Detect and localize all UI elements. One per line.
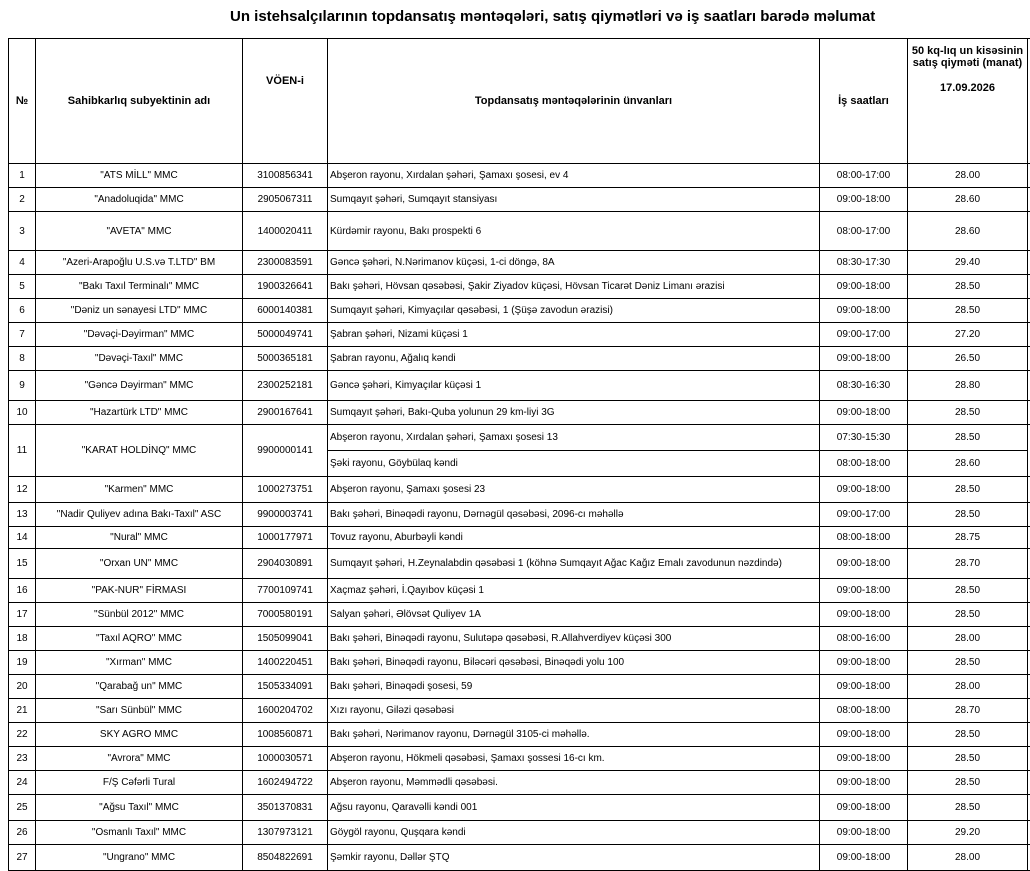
row-name: "Karmen" MMC (36, 477, 243, 503)
row-price: 28.50 (908, 401, 1028, 425)
row-price: 28.50 (908, 771, 1028, 795)
row-address: Abşeron rayonu, Xırdalan şəhəri, Şamaxı şosesi 13 (328, 425, 820, 451)
row-name: "Orxan UN" MMC (36, 549, 243, 579)
row-address: Bakı şəhəri, Binəqədi rayonu, Biləcəri qəsəbəsi, Binəqədi yolu 100 (328, 651, 820, 675)
table-row (9, 675, 1030, 699)
row-name: "Hazartürk LTD" MMC (36, 401, 243, 425)
row-name: "Anadoluqida" MMC (36, 188, 243, 212)
row-no: 11 (9, 425, 36, 477)
row-name: "Gəncə Dəyirman" MMC (36, 371, 243, 401)
row-voen: 1307973121 (243, 821, 328, 845)
row-voen: 1400220451 (243, 651, 328, 675)
row-voen: 1008560871 (243, 723, 328, 747)
row-name: "Osmanlı Taxıl" MMC (36, 821, 243, 845)
row-address: Şabran şəhəri, Nizami küçəsi 1 (328, 323, 820, 347)
row-hours: 09:00-17:00 (820, 503, 908, 527)
row-voen: 9900000141 (243, 425, 328, 477)
row-address: Bakı şəhəri, Binəqədi şosesi, 59 (328, 675, 820, 699)
row-price: 28.50 (908, 477, 1028, 503)
row-no: 15 (9, 549, 36, 579)
row-no: 22 (9, 723, 36, 747)
row-address: Abşeron rayonu, Hökmeli qəsəbəsi, Şamaxı şossesi 16-cı km. (328, 747, 820, 771)
row-voen: 7700109741 (243, 579, 328, 603)
row-address: Kürdəmir rayonu, Bakı prospekti 6 (328, 212, 820, 251)
row-no: 18 (9, 627, 36, 651)
row-hours: 08:00-18:00 (820, 699, 908, 723)
row-hours: 09:00-18:00 (820, 795, 908, 821)
header-name: Sahibkarlıq subyektinin adı (36, 39, 243, 164)
row-price: 28.50 (908, 579, 1028, 603)
row-name: "Nural" MMC (36, 527, 243, 549)
row-hours: 07:30-15:30 (820, 425, 908, 451)
row-name: "Dəniz un sənayesi LTD" MMC (36, 299, 243, 323)
row-voen: 1000177971 (243, 527, 328, 549)
row-voen: 2904030891 (243, 549, 328, 579)
table-row (9, 771, 1030, 795)
row-price: 26.50 (908, 347, 1028, 371)
row-price: 28.60 (908, 451, 1028, 477)
row-name: "Qarabağ un" MMC (36, 675, 243, 699)
table-row (9, 723, 1030, 747)
row-price: 28.75 (908, 527, 1028, 549)
table-row (9, 795, 1030, 821)
row-price: 28.60 (908, 188, 1028, 212)
row-voen: 5000365181 (243, 347, 328, 371)
row-hours: 09:00-18:00 (820, 771, 908, 795)
row-no: 27 (9, 845, 36, 871)
row-no: 19 (9, 651, 36, 675)
row-hours: 09:00-18:00 (820, 845, 908, 871)
row-address: Tovuz rayonu, Aburbəyli kəndi (328, 527, 820, 549)
row-voen: 1000030571 (243, 747, 328, 771)
row-name: "Sünbül 2012" MMC (36, 603, 243, 627)
table-row (9, 821, 1030, 845)
row-name: F/Ş Cəfərli Tural (36, 771, 243, 795)
row-address: Bakı şəhəri, Binəqədi rayonu, Dərnəgül qəsəbəsi, 2096-cı məhəllə (328, 503, 820, 527)
row-price: 28.70 (908, 549, 1028, 579)
row-no: 10 (9, 401, 36, 425)
row-voen: 7000580191 (243, 603, 328, 627)
table-row (9, 188, 1030, 212)
row-no: 13 (9, 503, 36, 527)
row-voen: 3100856341 (243, 164, 328, 188)
row-price: 28.00 (908, 627, 1028, 651)
table-row (9, 603, 1030, 627)
header-hours: İş saatları (820, 39, 908, 164)
row-name: "Ağsu Taxıl" MMC (36, 795, 243, 821)
row-no: 14 (9, 527, 36, 549)
row-name: "Azeri-Arapoğlu U.S.və T.LTD" BM (36, 251, 243, 275)
row-price: 28.50 (908, 747, 1028, 771)
row-hours: 09:00-18:00 (820, 401, 908, 425)
row-address: Sumqayıt şəhəri, Kimyaçılar qəsəbəsi, 1 (Şüşə zavodun ərazisi) (328, 299, 820, 323)
row-hours: 09:00-18:00 (820, 651, 908, 675)
table-row (9, 401, 1030, 425)
row-price: 28.00 (908, 675, 1028, 699)
row-name: "Taxıl AQRO" MMC (36, 627, 243, 651)
row-voen: 9900003741 (243, 503, 328, 527)
row-hours: 08:30-16:30 (820, 371, 908, 401)
row-price: 29.20 (908, 821, 1028, 845)
row-hours: 08:00-17:00 (820, 164, 908, 188)
header-date: 17.09.2026 (910, 82, 1025, 94)
row-voen: 1000273751 (243, 477, 328, 503)
row-hours: 09:00-18:00 (820, 299, 908, 323)
table-row (9, 747, 1030, 771)
row-name: "KARAT HOLDİNQ" MMC (36, 425, 243, 477)
row-no: 26 (9, 821, 36, 845)
table-row (9, 627, 1030, 651)
table-row (9, 299, 1030, 323)
row-no: 16 (9, 579, 36, 603)
table-row (9, 251, 1030, 275)
row-price: 29.40 (908, 251, 1028, 275)
row-address: Salyan şəhəri, Əlövsət Quliyev 1A (328, 603, 820, 627)
row-price: 28.50 (908, 603, 1028, 627)
row-address: Ağsu rayonu, Qaravəlli kəndi 001 (328, 795, 820, 821)
row-name: "ATS MİLL" MMC (36, 164, 243, 188)
row-no: 24 (9, 771, 36, 795)
row-voen: 5000049741 (243, 323, 328, 347)
row-voen: 2900167641 (243, 401, 328, 425)
row-voen: 2300083591 (243, 251, 328, 275)
row-no: 23 (9, 747, 36, 771)
row-address: Xızı rayonu, Giləzi qəsəbəsi (328, 699, 820, 723)
row-voen: 2905067311 (243, 188, 328, 212)
row-voen: 1600204702 (243, 699, 328, 723)
row-price: 28.50 (908, 275, 1028, 299)
row-price: 28.80 (908, 371, 1028, 401)
row-address: Xaçmaz şəhəri, İ.Qayıbov küçəsi 1 (328, 579, 820, 603)
row-voen: 6000140381 (243, 299, 328, 323)
row-address: Şabran rayonu, Ağalıq kəndi (328, 347, 820, 371)
row-name: SKY AGRO MMC (36, 723, 243, 747)
table-row (9, 347, 1030, 371)
row-hours: 09:00-18:00 (820, 747, 908, 771)
row-name: "Dəvəçi-Taxıl" MMC (36, 347, 243, 371)
producers-table (8, 38, 1030, 871)
row-address: Bakı şəhəri, Nərimanov rayonu, Dərnəgül 3105-ci məhəllə. (328, 723, 820, 747)
row-address: Abşeron rayonu, Şamaxı şosesi 23 (328, 477, 820, 503)
row-name: "Nadir Quliyev adına Bakı-Taxıl" ASC (36, 503, 243, 527)
row-address: Gəncə şəhəri, Kimyaçılar küçəsi 1 (328, 371, 820, 401)
row-address: Sumqayıt şəhəri, Sumqayıt stansiyası (328, 188, 820, 212)
header-row (9, 39, 1030, 164)
row-hours: 08:00-18:00 (820, 451, 908, 477)
table-row (9, 323, 1030, 347)
row-hours: 09:00-18:00 (820, 347, 908, 371)
table-row (9, 275, 1030, 299)
table-row (9, 527, 1030, 549)
row-hours: 09:00-18:00 (820, 477, 908, 503)
header-no: № (9, 39, 36, 164)
row-name: "Sarı Sünbül" MMC (36, 699, 243, 723)
row-hours: 09:00-18:00 (820, 188, 908, 212)
row-price: 27.20 (908, 323, 1028, 347)
header-price (908, 39, 1028, 164)
row-price: 28.50 (908, 299, 1028, 323)
row-address: Sumqayıt şəhəri, Bakı-Quba yolunun 29 km-liyi 3G (328, 401, 820, 425)
row-name: "Xırman" MMC (36, 651, 243, 675)
row-voen: 1505334091 (243, 675, 328, 699)
row-no: 12 (9, 477, 36, 503)
row-name: "Ungrano" MMC (36, 845, 243, 871)
table-row (9, 651, 1030, 675)
row-name: "PAK-NUR" FİRMASI (36, 579, 243, 603)
table-row (9, 371, 1030, 401)
row-name: "AVETA" MMC (36, 212, 243, 251)
row-hours: 09:00-18:00 (820, 549, 908, 579)
header-price-label: 50 kq-lıq un kisəsinin satış qiyməti (manat) (910, 45, 1025, 69)
table-row (9, 477, 1030, 503)
row-address: Abşeron rayonu, Xırdalan şəhəri, Şamaxı şosesi, ev 4 (328, 164, 820, 188)
row-no: 20 (9, 675, 36, 699)
row-no: 21 (9, 699, 36, 723)
row-price: 28.50 (908, 425, 1028, 451)
table-row (9, 845, 1030, 871)
row-no: 2 (9, 188, 36, 212)
row-no: 6 (9, 299, 36, 323)
row-hours: 09:00-17:00 (820, 323, 908, 347)
header-voen: VÖEN-i (243, 39, 328, 164)
row-price: 28.50 (908, 503, 1028, 527)
header-address: Topdansatış məntəqələrinin ünvanları (328, 39, 820, 164)
row-hours: 08:00-16:00 (820, 627, 908, 651)
row-voen: 1900326641 (243, 275, 328, 299)
row-voen: 1505099041 (243, 627, 328, 651)
table-row (9, 699, 1030, 723)
row-no: 9 (9, 371, 36, 401)
row-price: 28.00 (908, 845, 1028, 871)
row-price: 28.00 (908, 164, 1028, 188)
table-row (9, 164, 1030, 188)
table-row (9, 579, 1030, 603)
row-address: Gəncə şəhəri, N.Nərimanov küçəsi, 1-ci döngə, 8A (328, 251, 820, 275)
row-no: 7 (9, 323, 36, 347)
row-hours: 09:00-18:00 (820, 579, 908, 603)
row-address: Şəki rayonu, Göybülaq kəndi (328, 451, 820, 477)
row-name: "Dəvəçi-Dəyirman" MMC (36, 323, 243, 347)
row-voen: 3501370831 (243, 795, 328, 821)
row-voen: 1400020411 (243, 212, 328, 251)
row-no: 8 (9, 347, 36, 371)
table-row (9, 549, 1030, 579)
table-row (9, 503, 1030, 527)
row-address: Göygöl rayonu, Quşqara kəndi (328, 821, 820, 845)
row-name: "Avrora" MMC (36, 747, 243, 771)
row-address: Sumqayıt şəhəri, H.Zeynalabdin qəsəbəsi 1 (köhnə Sumqayıt Ağac Kağız Emalı zavodunun nəzdində) (328, 549, 820, 579)
row-no: 25 (9, 795, 36, 821)
row-no: 3 (9, 212, 36, 251)
row-hours: 09:00-18:00 (820, 821, 908, 845)
row-hours: 09:00-18:00 (820, 275, 908, 299)
row-hours: 08:00-17:00 (820, 212, 908, 251)
row-hours: 08:00-18:00 (820, 527, 908, 549)
row-name: "Bakı Taxıl Terminalı" MMC (36, 275, 243, 299)
row-address: Şəmkir rayonu, Dəllər ŞTQ (328, 845, 820, 871)
row-address: Bakı şəhəri, Binəqədi rayonu, Sulutəpə qəsəbəsi, R.Allahverdiyev küçəsi 300 (328, 627, 820, 651)
row-price: 28.70 (908, 699, 1028, 723)
table-row (9, 212, 1030, 251)
row-voen: 2300252181 (243, 371, 328, 401)
table-body (9, 164, 1030, 871)
row-hours: 09:00-18:00 (820, 723, 908, 747)
row-voen: 1602494722 (243, 771, 328, 795)
row-hours: 08:30-17:30 (820, 251, 908, 275)
row-price: 28.50 (908, 651, 1028, 675)
row-price: 28.50 (908, 795, 1028, 821)
row-price: 28.50 (908, 723, 1028, 747)
row-hours: 09:00-18:00 (820, 675, 908, 699)
row-no: 5 (9, 275, 36, 299)
table-row (9, 425, 1030, 451)
row-address: Abşeron rayonu, Məmmədli qəsəbəsi. (328, 771, 820, 795)
row-voen: 8504822691 (243, 845, 328, 871)
row-hours: 09:00-18:00 (820, 603, 908, 627)
row-no: 1 (9, 164, 36, 188)
row-no: 17 (9, 603, 36, 627)
page-title: Un istehsalçılarının topdansatış məntəqələri, satış qiymətləri və iş saatları barədə məlumat (230, 8, 1030, 25)
row-price: 28.60 (908, 212, 1028, 251)
row-address: Bakı şəhəri, Hövsan qəsəbəsi, Şakir Ziyadov küçəsi, Hövsan Ticarət Dəniz Limanı ərazisi (328, 275, 820, 299)
row-no: 4 (9, 251, 36, 275)
